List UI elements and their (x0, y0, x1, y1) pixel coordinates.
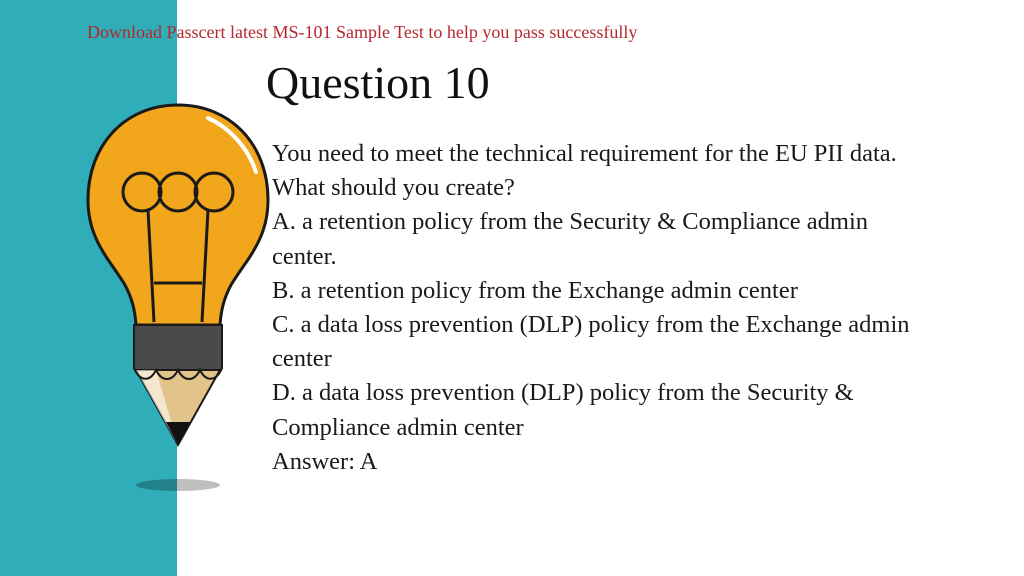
question-body (272, 137, 1012, 479)
option-c: C. a data loss prevention (DLP) policy from the Exchange admin (272, 311, 910, 339)
promo-banner: Download Passcert latest MS-101 Sample Test to help you pass successfully (87, 22, 638, 42)
question-stem: You need to meet the technical requirement for the EU PII data. (272, 140, 897, 167)
option-b: B. a retention policy from the Exchange admin center (272, 276, 798, 304)
option-a-continued: center. (272, 242, 337, 270)
option-d-continued: Compliance admin center (272, 413, 524, 441)
option-d: D. a data loss prevention (DLP) policy from the Security & (272, 379, 854, 407)
option-c-continued: center (272, 345, 332, 373)
lightbulb-pencil-icon (80, 100, 280, 500)
question-title: Question 10 (266, 57, 490, 108)
answer: Answer: A (272, 447, 378, 475)
option-a: A. a retention policy from the Security & Compliance admin (272, 208, 869, 236)
question-prompt: What should you create? (272, 174, 515, 202)
